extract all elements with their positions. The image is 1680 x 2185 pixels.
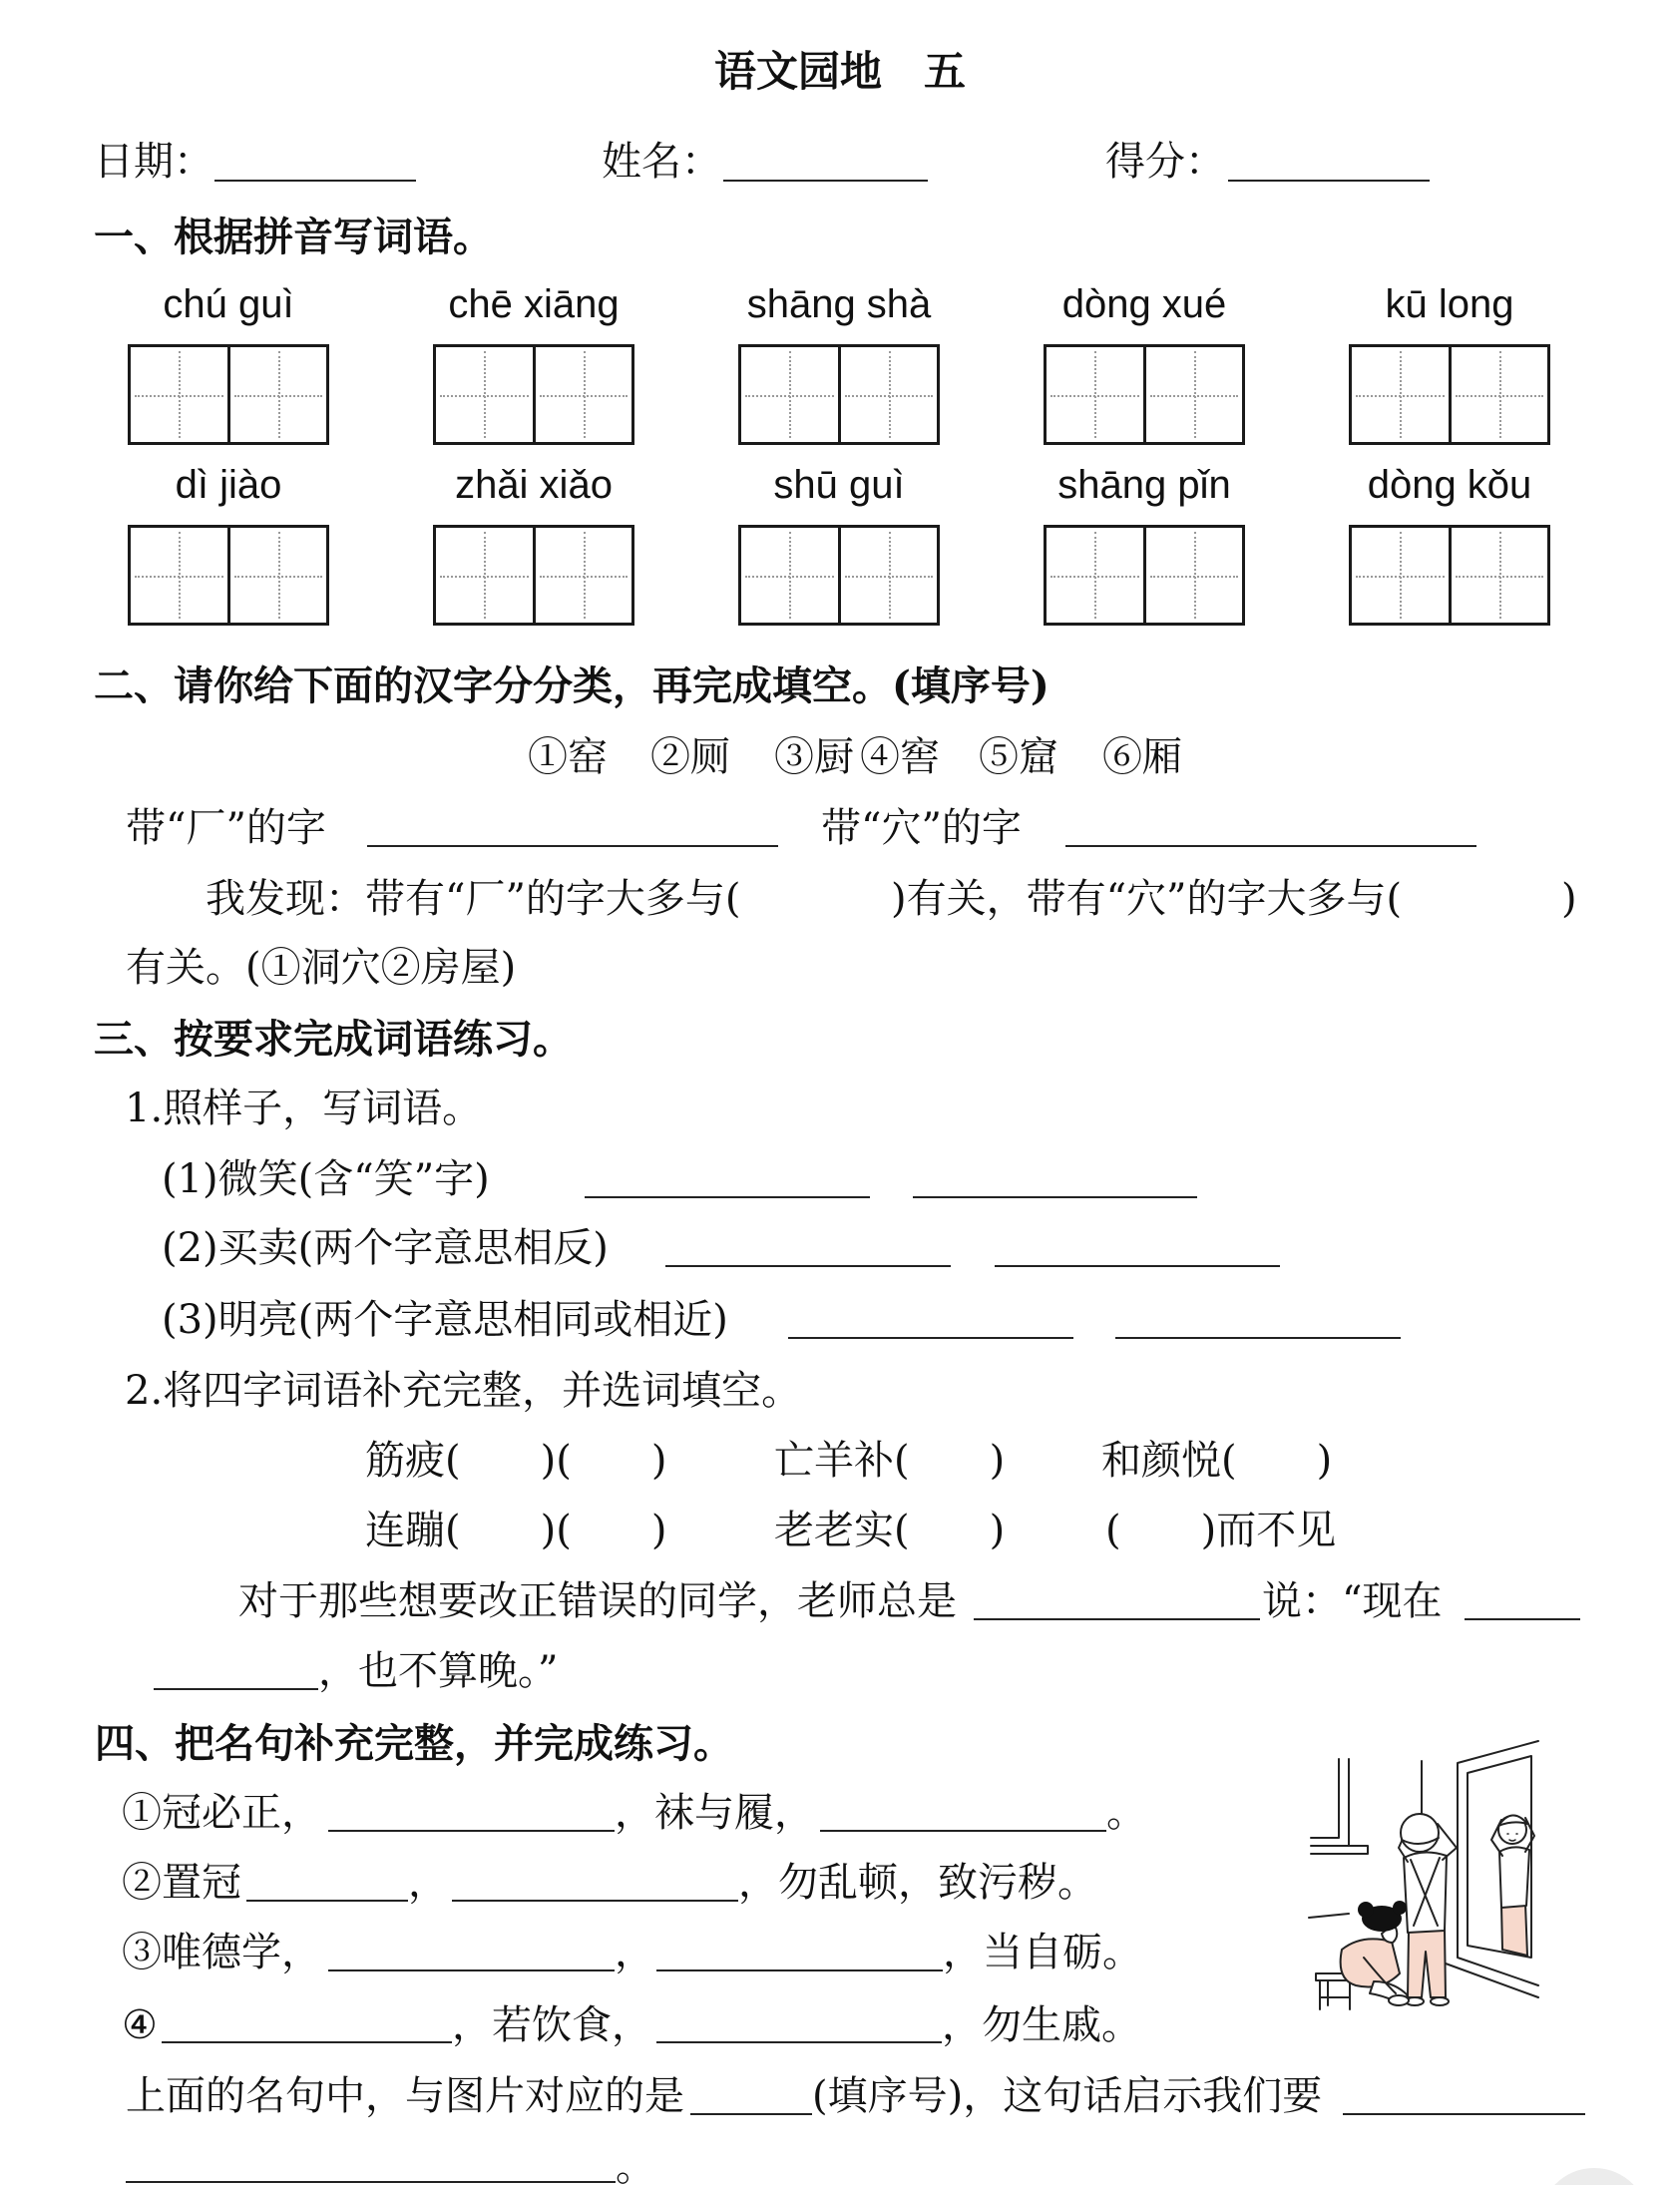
idiom-item: 筋疲( )( ): [365, 1438, 667, 1484]
question-text: (填序号)，这句话启示我们要: [812, 2073, 1323, 2119]
writing-box[interactable]: [433, 344, 634, 445]
idiom-item: 连蹦( )( ): [365, 1508, 667, 1553]
girl-body: [1341, 1939, 1400, 1986]
girl-hair-bun: [1358, 1902, 1374, 1918]
writing-cell[interactable]: [533, 347, 632, 442]
window-frame: [1311, 1759, 1368, 1854]
writing-cell[interactable]: [1047, 347, 1143, 442]
answer-blank[interactable]: [162, 2041, 452, 2043]
pinyin-label: dòng kǒu: [1367, 463, 1532, 507]
writing-box[interactable]: [128, 525, 329, 626]
quote-text: ，勿乱顿，致污秽。: [738, 1860, 1097, 1906]
writing-box[interactable]: [738, 525, 940, 626]
answer-blank[interactable]: [1115, 1337, 1401, 1339]
word-prompt: (3)明亮(两个字意思相同或相近): [162, 1297, 728, 1343]
boy-torso: [1404, 1852, 1447, 1933]
writing-box[interactable]: [433, 525, 634, 626]
answer-blank[interactable]: [1343, 2113, 1585, 2115]
quote-text: ，勿生戚。: [942, 2002, 1141, 2048]
fill-sentence: 对于那些想要改正错误的同学，老师总是: [238, 1578, 957, 1624]
answer-blank[interactable]: [820, 1830, 1106, 1832]
writing-cell[interactable]: [838, 347, 938, 442]
answer-blank[interactable]: [585, 1196, 870, 1198]
reflection-pants: [1501, 1904, 1527, 1956]
character-option: ②厕: [650, 734, 730, 780]
watermark-badge: [1539, 2168, 1649, 2185]
writing-cell[interactable]: [1047, 528, 1143, 623]
pinyin-label: shū guì: [773, 463, 905, 507]
group-chang-label: 带“厂”的字: [126, 805, 326, 851]
pinyin-label: zhǎi xiǎo: [455, 463, 613, 507]
pinyin-label: dòng xué: [1061, 282, 1227, 326]
boy-shoe: [1431, 1997, 1449, 2005]
answer-blank[interactable]: [656, 2041, 942, 2043]
pinyin-label: shāng pǐn: [1057, 463, 1231, 507]
writing-cell[interactable]: [131, 347, 227, 442]
girl-shoe: [1389, 1995, 1409, 2005]
writing-cell[interactable]: [1449, 347, 1548, 442]
answer-blank[interactable]: [1465, 1618, 1580, 1620]
character-option: ①窑: [528, 734, 608, 780]
score-field[interactable]: [1228, 180, 1430, 182]
group-chang-answer[interactable]: [367, 845, 778, 847]
writing-cell[interactable]: [741, 528, 838, 623]
answer-blank[interactable]: [665, 1265, 951, 1267]
pinyin-label: kū long: [1385, 282, 1514, 326]
finding-text: ): [1561, 876, 1577, 922]
quote-text: ，若饮食，: [452, 2002, 651, 2048]
pinyin-label: shāng shà: [746, 282, 932, 326]
answer-blank[interactable]: [913, 1196, 1197, 1198]
answer-blank[interactable]: [126, 2181, 616, 2183]
character-option: ⑥厢: [1102, 734, 1182, 780]
pinyin-label: chú guì: [163, 282, 294, 326]
name-field[interactable]: [723, 180, 928, 182]
answer-blank[interactable]: [788, 1337, 1073, 1339]
question-text: 。: [616, 2144, 655, 2185]
date-label: 日期：: [94, 139, 213, 185]
section4-heading: 四、把名句补充完整，并完成练习。: [95, 1720, 733, 1767]
answer-blank[interactable]: [328, 1969, 615, 1971]
idiom-item: 老老实( ): [774, 1508, 1006, 1553]
fill-sentence: ，也不算晚。”: [318, 1648, 559, 1694]
reflection-torso: [1499, 1847, 1529, 1908]
girl-hair-bun: [1393, 1901, 1407, 1915]
writing-box[interactable]: [738, 344, 940, 445]
answer-number-blank[interactable]: [690, 2113, 812, 2115]
writing-cell[interactable]: [1449, 528, 1548, 623]
writing-box[interactable]: [1044, 344, 1245, 445]
pinyin-label: dì jiào: [175, 463, 282, 507]
writing-cell[interactable]: [1143, 347, 1243, 442]
quote-text: ①冠必正，: [122, 1790, 321, 1836]
answer-blank[interactable]: [452, 1900, 738, 1902]
finding-text: 有关。(①洞穴②房屋): [126, 945, 517, 991]
writing-cell[interactable]: [838, 528, 938, 623]
writing-cell[interactable]: [741, 347, 838, 442]
boy-figure: [1399, 1814, 1457, 2005]
quote-text: ③唯德学，: [122, 1930, 321, 1975]
quote-text: ，当自砺。: [943, 1930, 1142, 1975]
answer-blank[interactable]: [246, 1900, 408, 1902]
writing-cell[interactable]: [131, 528, 227, 623]
girl-figure: [1316, 1901, 1409, 2009]
boy-pants: [1408, 1929, 1446, 1997]
writing-cell[interactable]: [436, 528, 533, 623]
answer-blank[interactable]: [974, 1618, 1260, 1620]
word-prompt: (1)微笑(含“笑”字): [162, 1156, 490, 1202]
writing-cell[interactable]: [1143, 528, 1243, 623]
date-field[interactable]: [214, 180, 416, 182]
finding-text: 我发现：带有“厂”的字大多与(: [206, 876, 741, 922]
quote-text: ，袜与履，: [615, 1790, 814, 1836]
boy-head: [1401, 1814, 1439, 1852]
quote-text: ②置冠: [122, 1860, 241, 1906]
word-prompt: (2)买卖(两个字意思相反): [162, 1225, 609, 1271]
writing-box[interactable]: [1349, 344, 1550, 445]
quote-text: ，: [615, 1930, 654, 1975]
writing-cell[interactable]: [533, 528, 632, 623]
question-title: 2.将四字词语补充完整，并选词填空。: [125, 1368, 802, 1414]
children-dressing-illustration: [1304, 1736, 1543, 2015]
quote-text: ④: [122, 2002, 158, 2048]
idiom-item: 和颜悦( ): [1101, 1438, 1333, 1484]
group-xue-answer[interactable]: [1065, 845, 1476, 847]
writing-cell[interactable]: [227, 347, 327, 442]
writing-cell[interactable]: [1352, 528, 1449, 623]
character-option: ③厨: [774, 734, 854, 780]
name-label: 姓名：: [602, 139, 721, 185]
idiom-item: 亡羊补( ): [774, 1438, 1006, 1484]
character-option: ⑤窟: [979, 734, 1058, 780]
pinyin-label: chē xiāng: [448, 282, 620, 326]
window-frame-lines: [1311, 1759, 1368, 1854]
fill-sentence: 说：“现在: [1262, 1578, 1443, 1624]
section1-heading: 一、根据拼音写词语。: [94, 214, 493, 260]
writing-box[interactable]: [128, 344, 329, 445]
answer-blank[interactable]: [328, 1830, 615, 1832]
section3-heading: 三、按要求完成词语练习。: [94, 1016, 573, 1063]
answer-blank[interactable]: [154, 1688, 318, 1690]
character-option: ④窖: [860, 734, 940, 780]
answer-blank[interactable]: [656, 1969, 943, 1971]
writing-cell[interactable]: [1352, 347, 1449, 442]
writing-box[interactable]: [1044, 525, 1245, 626]
question-text: 上面的名句中，与图片对应的是: [126, 2073, 684, 2119]
quote-text: 。: [1106, 1790, 1146, 1836]
score-label: 得分：: [1105, 139, 1225, 185]
boy-reflection: [1491, 1815, 1534, 1956]
question-title: 1.照样子，写词语。: [125, 1086, 483, 1131]
page-title: 语文园地 五: [713, 47, 966, 96]
answer-blank[interactable]: [995, 1265, 1280, 1267]
writing-cell[interactable]: [227, 528, 327, 623]
writing-box[interactable]: [1349, 525, 1550, 626]
finding-text: )有关，带有“穴”的字大多与(: [891, 876, 1403, 922]
writing-cell[interactable]: [436, 347, 533, 442]
section2-heading: 二、请你给下面的汉字分分类，再完成填空。(填序号): [94, 662, 1050, 709]
group-xue-label: 带“穴”的字: [821, 805, 1022, 851]
quote-text: ，: [408, 1860, 448, 1906]
idiom-item: ( )而不见: [1105, 1508, 1337, 1553]
